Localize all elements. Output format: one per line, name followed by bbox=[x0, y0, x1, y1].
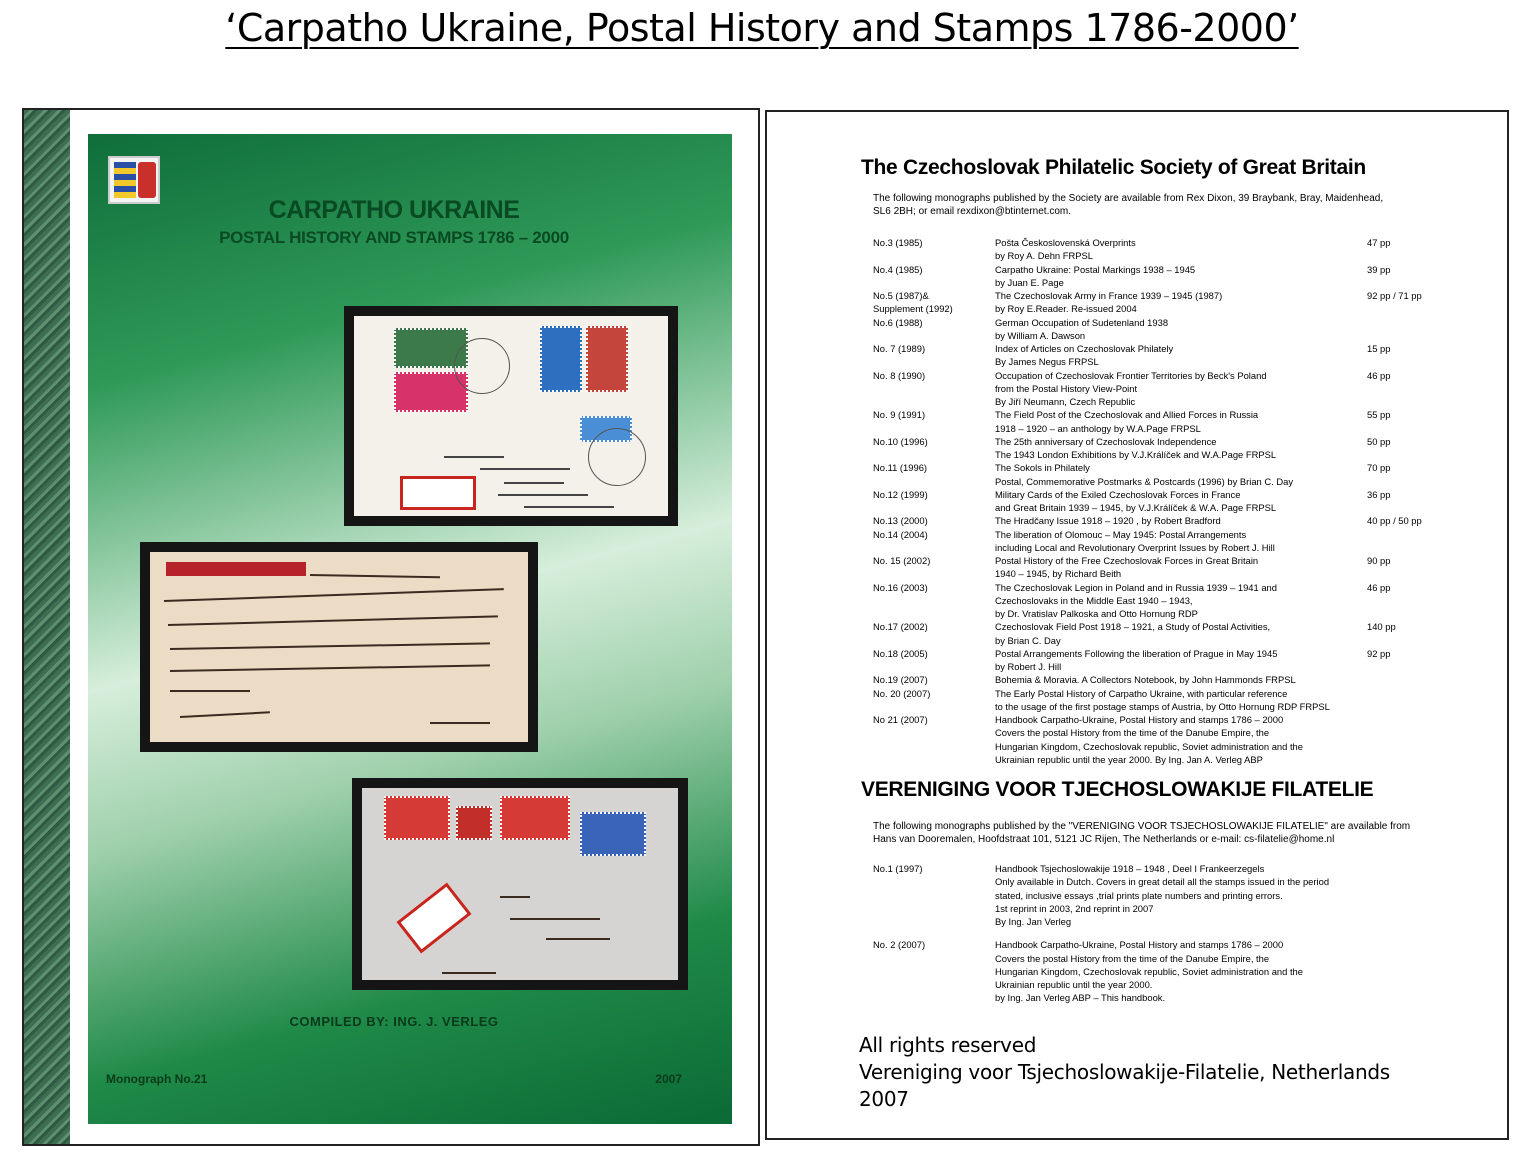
monograph-title-line: by Brian C. Day bbox=[995, 634, 1061, 646]
cover-title: CARPATHO UKRAINE bbox=[268, 196, 520, 224]
monograph-title-line: Handbook Tsjechoslowakije 1918 – 1948 , Deel I Frankeerzegels bbox=[995, 863, 1265, 874]
monograph-pages: 90 pp bbox=[1367, 555, 1391, 566]
monograph-pages: 55 pp bbox=[1367, 409, 1391, 421]
monograph-row bbox=[873, 673, 1393, 713]
monograph-number: No.16 (2003) bbox=[873, 581, 928, 593]
monograph-row bbox=[873, 554, 1393, 581]
rights-footer bbox=[859, 1032, 1390, 1113]
monograph-number: No. 9 (1991) bbox=[873, 409, 926, 421]
society-heading: The Czechoslovak Philatelic Society of Great Britain bbox=[861, 156, 1366, 179]
monograph-title-line: and Great Britain 1939 – 1945, by V.J.Králíček & W.A. Page FRPSL bbox=[995, 502, 1277, 513]
footer-line: All rights reserved bbox=[859, 1033, 1037, 1057]
monograph-title-line: stated, inclusive essays ,trial prints plate numbers and printing errors. bbox=[995, 889, 1283, 901]
monograph-title-line: by Robert J. Hill bbox=[995, 661, 1062, 672]
monograph-title-line: Ukrainian republic until the year 2000. bbox=[995, 979, 1153, 990]
monograph-listing-page bbox=[765, 110, 1509, 1140]
monograph-title-line: By James Negus FRPSL bbox=[995, 356, 1099, 368]
cover-series-number: Monograph No.21 bbox=[106, 1072, 208, 1086]
monograph-pages: 47 pp bbox=[1367, 237, 1391, 248]
monograph-title-line: The 1943 London Exhibitions by V.J.Králíček and W.A.Page FRPSL bbox=[995, 449, 1277, 460]
monograph-row bbox=[873, 488, 1393, 515]
monograph-title-line: Postal History of the Free Czechoslovak Forces in Great Britain bbox=[995, 555, 1259, 566]
monograph-title-line: The Early Postal History of Carpatho Ukraine, with particular reference bbox=[995, 687, 1288, 699]
cover-photo-registered-cover bbox=[352, 778, 688, 990]
monograph-number: No.3 (1985) bbox=[873, 237, 923, 248]
monograph-title-line: by Ing. Jan Verleg ABP – This handbook. bbox=[995, 992, 1166, 1004]
vtf-monograph-row bbox=[873, 862, 1393, 928]
cover-image bbox=[22, 108, 760, 1146]
monograph-pages: 46 pp bbox=[1367, 369, 1391, 381]
monograph-title-line: 1918 – 1920 – an anthology by W.A.Page FRPSL bbox=[995, 422, 1201, 434]
cover-compiled-by: COMPILED BY: ING. J. VERLEG bbox=[289, 1014, 499, 1029]
monograph-title-line: Postal, Commemorative Postmarks & Postcards (1996) by Brian C. Day bbox=[995, 475, 1294, 487]
monograph-title-line: The liberation of Olomouc – May 1945: Postal Arrangements bbox=[995, 528, 1247, 540]
footer-line: Vereniging voor Tsjechoslowakije-Filatelie, Netherlands bbox=[859, 1060, 1390, 1084]
monograph-number: No. 7 (1989) bbox=[873, 343, 926, 354]
monograph-title-line: The 25th anniversary of Czechoslovak Independence bbox=[995, 435, 1217, 447]
monograph-title-line: Hungarian Kingdom, Czechoslovak republic, Soviet administration and the bbox=[995, 965, 1303, 977]
vtf-heading: VERENIGING VOOR TJECHOSLOWAKIJE FILATELIE bbox=[861, 778, 1374, 801]
monograph-title-line: Carpatho Ukraine: Postal Markings 1938 – 1945 bbox=[995, 263, 1196, 275]
vtf-monograph-list bbox=[873, 862, 1393, 1015]
monograph-title-line: to the usage of the first postage stamps of Austria, by Otto Hornung RDP FRPSL bbox=[995, 700, 1330, 712]
monograph-number: No.5 (1987)& Supplement (1992) No.6 (1988) bbox=[873, 290, 953, 328]
monograph-title-line: The Hradčany Issue 1918 – 1920 , by Robert Bradford bbox=[995, 515, 1221, 527]
monograph-title-line: By Ing. Jan Verleg bbox=[995, 916, 1072, 927]
cover-page bbox=[88, 134, 732, 1124]
monograph-title-line: from the Postal History View-Point bbox=[995, 382, 1138, 394]
society-intro: The following monographs published by the Society are available from Rex Dixon, 39 Braybank, Bray, Maidenhead, SL6 2BH; or email rexdixon@btinternet.com. bbox=[873, 193, 1384, 217]
monograph-pages: 92 pp bbox=[1367, 647, 1391, 659]
monograph-number: No.1 (1997) bbox=[873, 863, 923, 874]
vtf-intro: The following monographs published by the "VERENIGING VOOR TSJECHOSLOWAKIJE FILATELIE" are available from Hans van Dooremalen, Hoofdstraat 101, 5121 JC Rijen, The Netherlands or e-mail: cs-filatelie@home.nl bbox=[873, 821, 1411, 845]
monograph-row bbox=[873, 369, 1393, 409]
cover-spine bbox=[24, 110, 70, 1144]
monograph-title-line: Czechoslovak Field Post 1918 – 1921, a Study of Postal Activities, bbox=[995, 621, 1271, 633]
monograph-title-line: by William A. Dawson bbox=[995, 329, 1086, 341]
monograph-pages: 46 pp bbox=[1367, 581, 1391, 593]
monograph-row bbox=[873, 342, 1393, 369]
cover-subtitle: POSTAL HISTORY AND STAMPS 1786 – 2000 bbox=[219, 228, 569, 247]
monograph-number: No. 8 (1990) bbox=[873, 369, 926, 381]
monograph-number: No.12 (1999) bbox=[873, 488, 928, 500]
monograph-title-line: including Local and Revolutionary Overprint Issues by Robert J. Hill bbox=[995, 541, 1275, 553]
monograph-number: No.10 (1996) bbox=[873, 435, 928, 447]
monograph-number: No.13 (2000) No.14 (2004) bbox=[873, 515, 928, 540]
monograph-title-line: Index of Articles on Czechoslovak Philately bbox=[995, 343, 1174, 354]
vtf-monograph-row bbox=[873, 938, 1393, 1004]
monograph-title-line: Hungarian Kingdom, Czechoslovak republic, Soviet administration and the bbox=[995, 740, 1303, 752]
monograph-title-line: Handbook Carpatho-Ukraine, Postal History and stamps 1786 – 2000 bbox=[995, 939, 1284, 951]
cover-year: 2007 bbox=[655, 1072, 682, 1086]
cover-photo-stamped-envelope bbox=[344, 306, 678, 526]
monograph-row bbox=[873, 620, 1396, 647]
footer-line: 2007 bbox=[859, 1087, 909, 1111]
monograph-title-line: by Juan E. Page bbox=[995, 276, 1064, 288]
monograph-title-line: The Sokols in Philately bbox=[995, 462, 1090, 474]
monograph-title-line: Czechoslovaks in the Middle East 1940 – 1943, bbox=[995, 594, 1193, 606]
monograph-title-line: by Dr. Vratislav Palkoska and Otto Hornung RDP bbox=[995, 608, 1198, 619]
monograph-row bbox=[873, 461, 1393, 488]
monograph-title-line: Ukrainian republic until the year 2000. By Ing. Jan A. Verleg ABP bbox=[995, 753, 1263, 765]
monograph-title-line: The Czechoslovak Army in France 1939 – 1945 (1987) bbox=[995, 290, 1223, 301]
monograph-title-line: Pošta Československá Overprints bbox=[995, 237, 1136, 248]
monograph-title-line: Handbook Carpatho-Ukraine, Postal History and stamps 1786 – 2000 bbox=[995, 714, 1284, 725]
monograph-row bbox=[873, 408, 1393, 435]
monograph-title-line: by Roy A. Dehn FRPSL bbox=[995, 250, 1093, 262]
monograph-title-line: Bohemia & Moravia. A Collectors Notebook, by John Hammonds FRPSL bbox=[995, 674, 1296, 686]
monograph-number: No.19 (2007) No. 20 (2007) bbox=[873, 674, 931, 699]
monograph-number: No 21 (2007) bbox=[873, 714, 928, 725]
monograph-number: No.18 (2005) bbox=[873, 647, 928, 659]
monograph-pages: 92 pp / 71 pp bbox=[1367, 290, 1422, 301]
monograph-title-line: by Roy E.Reader. Re-issued 2004 bbox=[995, 303, 1137, 315]
monograph-row bbox=[873, 713, 1393, 766]
monograph-title-line: 1st reprint in 2003, 2nd reprint in 2007 bbox=[995, 902, 1154, 914]
monograph-pages: 39 pp bbox=[1367, 263, 1391, 275]
monograph-title-line: Occupation of Czechoslovak Frontier Territories by Beck's Poland bbox=[995, 369, 1267, 381]
monograph-title-line: The Czechoslovak Legion in Poland and in Russia 1939 – 1941 and bbox=[995, 581, 1277, 593]
monograph-row bbox=[873, 514, 1422, 554]
monograph-title-line: Postal Arrangements Following the liberation of Prague in May 1945 bbox=[995, 647, 1278, 659]
monograph-title-line: Military Cards of the Exiled Czechoslovak Forces in France bbox=[995, 488, 1241, 500]
monograph-pages: 15 pp bbox=[1367, 343, 1391, 354]
monograph-number: No.17 (2002) bbox=[873, 621, 928, 633]
monograph-row bbox=[873, 581, 1393, 621]
monograph-pages: 36 pp bbox=[1367, 488, 1391, 500]
monograph-row bbox=[873, 236, 1393, 263]
monograph-title-line: 1940 – 1945, by Richard Beith bbox=[995, 568, 1122, 580]
page-title: ‘Carpatho Ukraine, Postal History and Stamps 1786-2000’ bbox=[225, 6, 1299, 50]
monograph-pages: 50 pp bbox=[1367, 435, 1391, 447]
monograph-pages: 140 pp bbox=[1367, 621, 1396, 633]
monograph-row bbox=[873, 289, 1422, 342]
monograph-number: No.11 (1996) bbox=[873, 462, 928, 474]
cover-photo-handwritten-letter bbox=[140, 542, 538, 752]
monograph-title-line: Covers the postal History from the time of the Danube Empire, the bbox=[995, 952, 1270, 964]
monograph-number: No.4 (1985) bbox=[873, 263, 923, 275]
monograph-pages: 40 pp / 50 pp bbox=[1367, 515, 1422, 527]
monograph-row bbox=[873, 263, 1393, 290]
cpsgb-monograph-list bbox=[873, 236, 1422, 766]
monograph-pages: 70 pp bbox=[1367, 462, 1391, 474]
monograph-title-line: Only available in Dutch. Covers in great detail all the stamps issued in the period bbox=[995, 876, 1330, 888]
monograph-title-line: German Occupation of Sudetenland 1938 bbox=[995, 316, 1169, 328]
monograph-title-line: By Jiří Neumann, Czech Republic bbox=[995, 396, 1136, 407]
monograph-title-line: The Field Post of the Czechoslovak and Allied Forces in Russia bbox=[995, 409, 1259, 421]
monograph-number: No. 15 (2002) bbox=[873, 555, 931, 566]
monograph-number: No. 2 (2007) bbox=[873, 939, 926, 951]
monograph-title-line: Covers the postal History from the time of the Danube Empire, the bbox=[995, 727, 1270, 739]
monograph-row bbox=[873, 647, 1393, 674]
monograph-row bbox=[873, 435, 1393, 462]
